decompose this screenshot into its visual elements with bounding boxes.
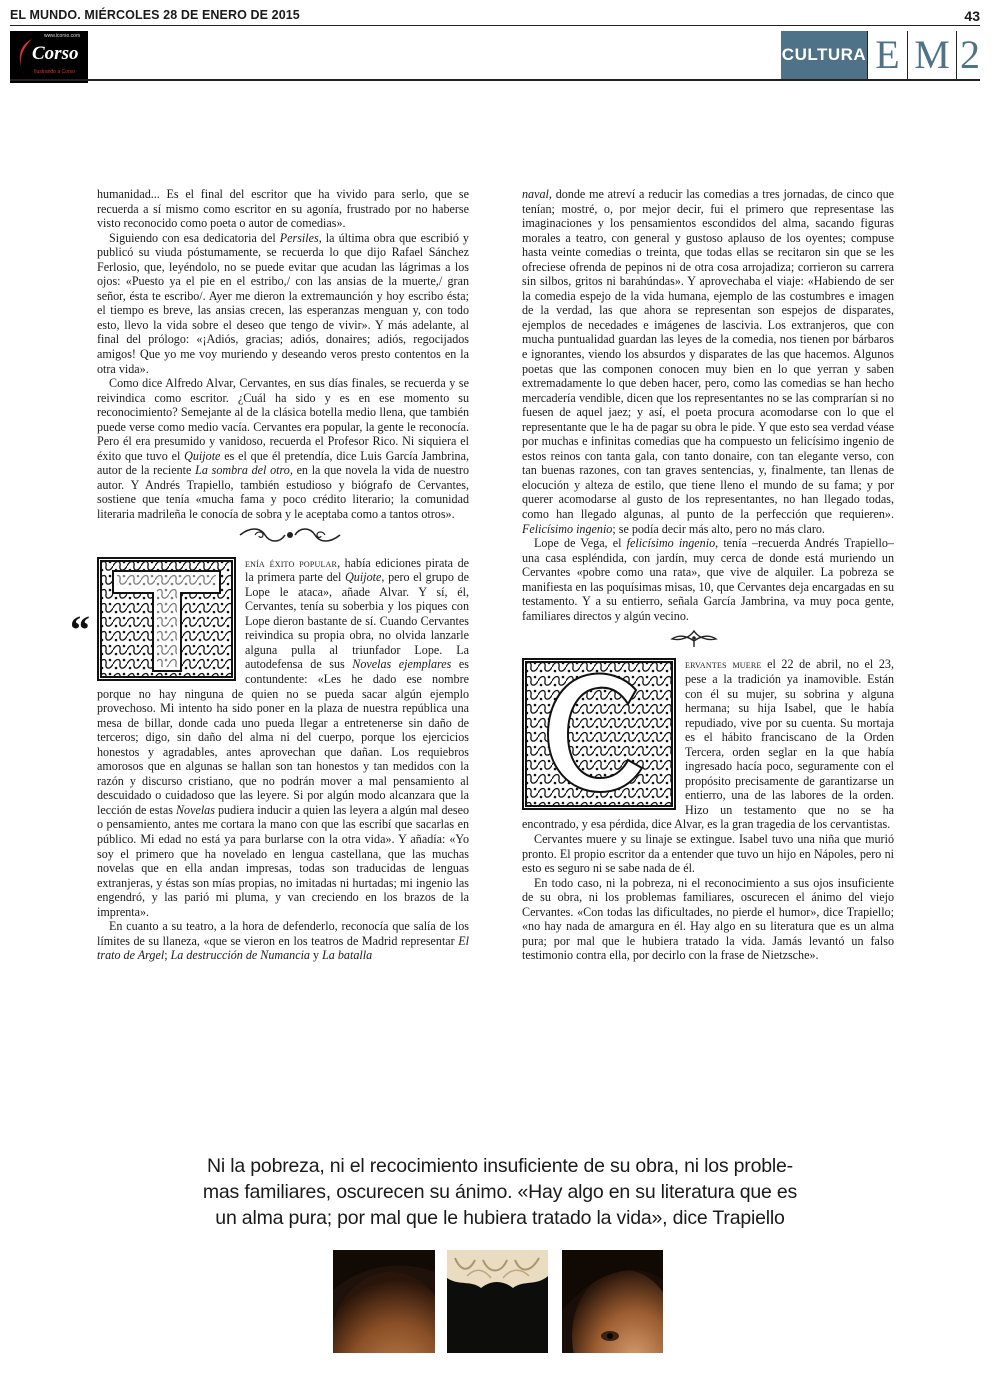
paragraph: Siguiendo con esa dedicatoria del Persiles, la última obra que escribió y publicó su viuda póstumamente, se recuerda lo que dijo Rafael Sánchez Ferlosio, que, leyéndolo, no se puede evitar que acudan las lágrimas a los ojos: «Puesto ya el pie en el estribo,/ con las ansias de la muerte,/ gran señor, ésta te escribo/. Ayer me dieron la extremaunción y hoy escribo ésta; el tiempo es breve, las ansias crecen, las esperanzas menguan y, con todo esto, llevo la vida sobre el deseo que tengo de vivir». Y más adelante, al final del prólogo: «¡Adiós, gracias; adiós, donaires; adiós, regocijados amigos! Que yo me voy muriendo y deseando veros presto contentos en la otra vida». [97, 230, 469, 376]
pull-quote-line: mas familiares, oscurecen su ánimo. «Hay algo en su literatura que es [202, 1181, 798, 1203]
pull-quote-line: un alma pura; por mal que le hubiera tratado la vida», dice Trapiello [215, 1207, 785, 1229]
dropcap-t-icon [97, 557, 236, 681]
article-column-1 [97, 187, 469, 963]
paragraph: Cervantes muere y su linaje se extingue. Isabel tuvo una niña que murió pronto. El propio escritor da a entender que tuvo un hijo en Nápoles, pero ni esto es seguro ni se sabe nada de él. [522, 831, 894, 876]
portrait-image [562, 1250, 663, 1353]
logo-url: www.icorso.com [44, 33, 81, 39]
date-line: EL MUNDO. MIÉRCOLES 28 DE ENERO DE 2015 [10, 8, 300, 22]
ornament-divider-icon [97, 522, 469, 544]
logo-tagline: Ilustrando a Corso [34, 69, 75, 75]
paragraph: enía éxito popular, había ediciones pirata de la primera parte del Quijote, pero el grupo de Lope le ataca», añade Alvar. Y sí, él, Cervantes, tenía su soberbia y los piques con Lope dieron bastante de sí. Cuando Cervantes reivindica su propia obra, no olvida lanzarle alguna pulla al triunfador Lope. La autodefensa de sus Novelas ejemplares es contundente: «Les he dado ese nombre porque no hay ninguna de quien no se pueda sacar algún ejemplo provechoso. Mi intento ha sido poner en la plaza de nuestra república una mesa de billar, donde cada uno pueda llegar a entretenerse sin daño de terceros; digo, sin daño del alma ni del cuerpo, porque los ejercicios honestos y agradables, antes aprovechan que dañan. Los requiebros amorosos que en algunas se hallan son tan honestos y tan medidos con la razón y discurso cristiano, que no podrán mover a mal pensamiento al descuidado o cuidadoso que las leyere. Si por algún modo alcanzara que la lección de estas Novelas pudiera inducir a quien las leyera a algún mal deseo o pensamiento, antes me cortara la mano con que las escribí que sacarlas en público. Mi edad no está ya para burlarse con la otra vida». Y añadía: «Yo soy el primero que ha novelado en lengua castellana, que las muchas novelas que en ella andan impresas, todas son traducidas de lenguas extranjeras, y éstas son mías propias, no imitadas ni hurtadas; mi ingenio las engendró, y las parió mi pluma, y van creciendo en los brazos de la imprenta». [97, 555, 469, 919]
portrait-image [333, 1250, 435, 1353]
header-rule [10, 25, 980, 26]
em-letter-e: E [867, 31, 907, 79]
header-bar [10, 8, 980, 26]
corso-logo-icon[interactable] [10, 31, 88, 83]
paragraph: Como dice Alfredo Alvar, Cervantes, en sus días finales, se recuerda y se reivindica como escritor. ¿Cuál ha sido y es en ese momento su reconocimiento? Semejante al de la clásica botella medio llena, que también puede verse como medio vacía. Cervantes era popular, la gente le reconocía. Pero él era presumido y vanidoso, recuerda el Profesor Rico. Ni siquiera el éxito que tuvo el Quijote es el que él pretendía, dice Luis García Jambrina, autor de la reciente La sombra del otro, en la que novela la vida de nuestro autor. Y Andrés Trapiello, también estudioso y biógrafo de Cervantes, sostiene que tenía «mucha fama y poco crédito literario; la comunidad literaria madrileña le conocía de sobra y le aceptaba como a tantos otros». [97, 376, 469, 522]
portrait-image [447, 1250, 548, 1353]
paragraph: naval, donde me atreví a reducir las comedias a tres jornadas, de cinco que tenían; mostré, o, por mejor decir, fui el primero que representase las imaginaciones y los pensamientos escondidos del alma, sacando figuras morales a teatro, con general y gustoso aplauso de los oyentes; compuse hasta veinte comedias o treinta, que todas ellas se recitaron sin que se les ofreciese ofrenda de pepinos ni de otra cosa arrojadiza; corrieron su carrera sin silbos, gritos ni barahúndas». Y aprovechaba el viaje: «Habiendo de ser la comedia espejo de la vida humana, ejemplo de las costumbres e imagen de la verdad, las que ahora se representan son espejos de disparates, ejemplos de necedades e imágenes de lascivia. Los extranjeros, que con mucha puntualidad guardan las leyes de la comedia, nos tienen por bárbaros e ignorantes, viendo los absurdos y disparates de las que hacemos. Algunos poetas que las componen conocen muy bien en lo que yerran y saben extremadamente lo que deben hacer, pero, como las comedias se han hecho mercadería vendible, dicen que los representantes no se las comprarían si no fuesen de aquel jaez; y así, el poeta procura acomodarse con lo que el representante que le ha de pagar su obra le pide. Y que esto sea verdad véase por muchas e infinitas comedias que ha compuesto un felicísimo ingenio de estos reinos con tanta gala, con tanto donaire, con tan elegante verso, con tan buenas razones, con tan graves sentencias, y, finalmente, tan llenas de elocución y alteza de estilo, que tiene lleno el mundo de su fama; y por querer acomodarse al gusto de los representantes, no han llegado todas, como han llegado algunas, al punto de la perfección que requieren». Felicísimo ingenio; se podía decir más alto, pero no más claro. [522, 187, 894, 536]
em-number: 2 [956, 31, 983, 79]
article-column-2 [522, 187, 894, 963]
logo-name: Corso [32, 43, 79, 64]
paragraph: humanidad... Es el final del escritor que ha vivido para serlo, que se recuerda a sí mismo como escritor en su agonía, frustrado por no haberse visto reconocido como poeta o autor de comedias». [97, 187, 469, 231]
em-letter-m: M [907, 31, 956, 79]
paragraph: En todo caso, ni la pobreza, ni el reconocimiento a sus ojos insuficiente de su obra, ni los problemas familiares, oscurecen el ánimo del viejo Cervantes. «Con todas las dificultades, no pierde el humor», dice Trapiello; «no hay nada de amargura en él. Hay algo en su literatura que es un alma pura; por mal que le hubiera tratado la vida. Jamás levantó un falso testimonio contra ella, por decirlo con la frase de Nietzsche». [522, 875, 894, 963]
paragraph: En cuanto a su teatro, a la hora de defenderlo, reconocía que salía de los límites de su llaneza, «que se vieron en los teatros de Madrid representar El trato de Argel; La destrucción de Numancia y La batalla [97, 919, 469, 963]
header-bottom-rule [10, 79, 980, 81]
pull-quote [150, 1153, 850, 1231]
page-number: 43 [964, 8, 980, 24]
dropcap-c-icon [522, 658, 676, 810]
section-label[interactable]: CULTURA [781, 31, 867, 79]
quote-mark: “ [70, 607, 90, 652]
logo-swoosh-icon [12, 37, 34, 77]
paragraph: Lope de Vega, el felicísimo ingenio, tenía –recuerda Andrés Trapiello– una casa espléndida, con jardín, muy cerca de donde está muriendo un Cervantes «pobre como una rata», que vive de alquiler. La pobreza se manifiesta en las poquísimas misas, 10, que Cervantes deja encargadas en su testamento. Y a su entierro, señala García Jambrina, va muy poca gente, familiares directos y algún vecino. [522, 536, 894, 623]
ornament-divider-icon [522, 623, 894, 649]
pull-quote-line: Ni la pobreza, ni el recocimiento insuficiente de su obra, ni los proble- [207, 1155, 793, 1177]
paragraph: ervantes muere el 22 de abril, no el 23, pese a la tradición ya inamovible. Están con él su mujer, su sobrina y alguna hermana; su hija Isabel, que le había repudiado, vive por su cuenta. Su mortaja es el hábito franciscano de la Orden Tercera, orden seglar en la que había ingresado hacía poco, seguramente con el propósito precisamente de garantizarse un entierro, una de las labores de la orden. Hizo un testamento que no se ha encontrado, y esa pérdida, dice Alvar, es la gran tragedia de los cervantistas. [522, 657, 894, 832]
